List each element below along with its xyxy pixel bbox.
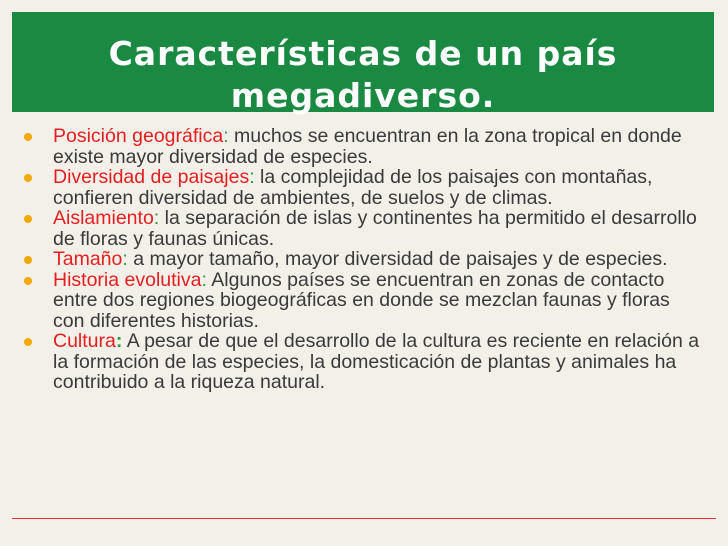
slide-title-line-2: megadiverso. — [230, 76, 496, 115]
bullet-text: Algunos países se encuentran en zonas de contacto entre dos regiones biogeográficas en donde se mezclan faunas y floras con diferentes historias. — [53, 268, 670, 332]
bullet-text: a mayor tamaño, mayor diversidad de paisajes y de especies. — [127, 248, 668, 270]
footer-divider — [12, 518, 716, 519]
bullet-term: Cultura — [53, 330, 116, 352]
bullet-text: muchos se encuentran en la zona tropical en donde existe mayor diversidad de especies. — [53, 125, 682, 168]
bullet-item-tamano — [22, 249, 702, 270]
bullet-item-diversidad-de-paisajes — [22, 167, 702, 208]
bullet-term: Tamaño — [53, 248, 123, 270]
bullet-item-posicion-geografica — [22, 126, 702, 167]
bullet-dot-icon — [24, 277, 32, 285]
bullet-text: la separación de islas y continentes ha permitido el desarrollo de floras y faunas únicas. — [53, 207, 697, 250]
bullet-dot-icon — [24, 256, 32, 264]
bullet-text: la complejidad de los paisajes con montañas, confieren diversidad de ambientes, de suelos y de climas. — [53, 166, 653, 209]
bullet-item-cultura — [22, 331, 702, 393]
bullet-term: Historia evolutiva — [53, 268, 202, 291]
bullet-term: Posición geográfica — [53, 125, 224, 147]
bullet-separator: : — [223, 125, 229, 147]
bullet-list — [22, 126, 702, 393]
bullet-separator: : — [115, 330, 123, 352]
bullet-dot-icon — [24, 133, 32, 141]
bullet-term: Diversidad de paisajes — [53, 166, 250, 188]
bullet-item-aislamiento — [22, 208, 702, 249]
title-banner — [12, 12, 714, 115]
bullet-separator: : — [153, 207, 160, 229]
bullet-term: Aislamiento — [53, 207, 154, 229]
bullet-item-historia-evolutiva — [22, 270, 702, 332]
slide-title-line-1: Características de un país — [108, 34, 618, 73]
bullet-separator: : — [249, 166, 255, 188]
bullet-dot-icon — [24, 174, 32, 182]
bullet-dot-icon — [24, 215, 32, 223]
bullet-text: A pesar de que el desarrollo de la cultura es reciente en relación a la formación de las especies, la domesticación de plantas y animales ha contribuido a la riqueza natural. — [53, 330, 700, 393]
bullet-separator: : — [201, 268, 207, 291]
bullet-dot-icon — [24, 338, 32, 346]
slide-title — [12, 33, 714, 117]
bullet-separator: : — [122, 248, 128, 270]
